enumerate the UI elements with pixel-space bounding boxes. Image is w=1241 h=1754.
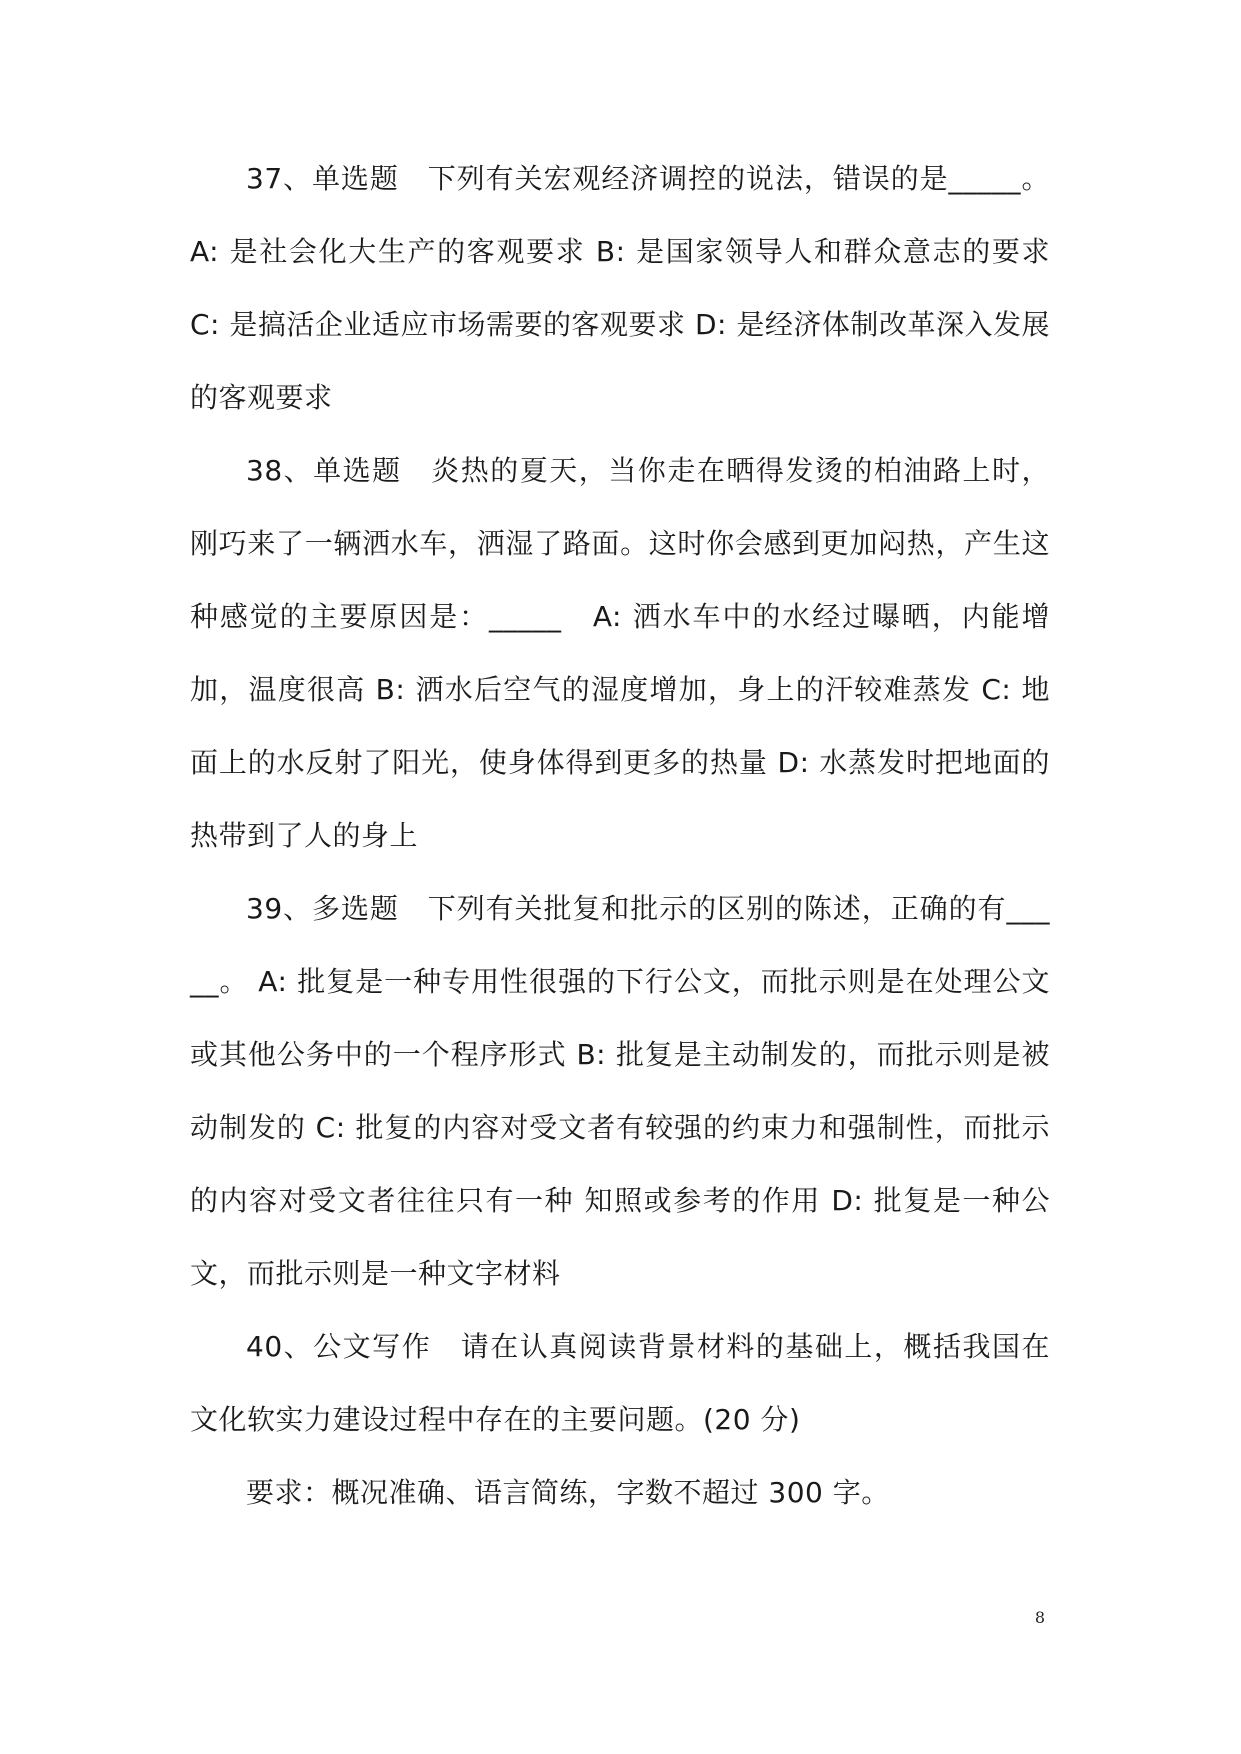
question-39: 39、多选题 下列有关批复和批示的区别的陈述，正确的有_____。 A: 批复是一种专用性很强的下行公文，而批示则是在处理公文或其他公务中的一个程序形式 B: 批复是主动制发的，而批示则是被动制发的 C: 批复的内容对受文者有较强的约束力和强制性，而批示的内容对受文者往往只有一种 知照或参考的作用 D: 批复是一种公文，而批示则是一种文字材料 (190, 892, 1050, 1290)
requirement-text: 要求：概况准确、语言简练，字数不超过 300 字。 (246, 1476, 890, 1509)
document-body (190, 142, 1050, 1529)
question-40: 40、公文写作 请在认真阅读背景材料的基础上，概括我国在文化软实力建设过程中存在的主要问题。(20 分) (190, 1330, 1050, 1436)
question-38: 38、单选题 炎热的夏天，当你走在晒得发烫的柏油路上时，刚巧来了一辆洒水车，洒湿了路面。这时你会感到更加闷热，产生这种感觉的主要原因是：_____ A: 洒水车中的水经过曝晒，内能增加，温度很高 B: 洒水后空气的湿度增加，身上的汗较难蒸发 C: 地面上的水反射了阳光，使身体得到更多的热量 D: 水蒸发时把地面的热带到了人的身上 (190, 454, 1050, 852)
page-number: 8 (1034, 1608, 1045, 1627)
question-37: 37、单选题 下列有关宏观经济调控的说法，错误的是_____。 A: 是社会化大生产的客观要求 B: 是国家领导人和群众意志的要求 C: 是搞活企业适应市场需要的客观要求 D: 是经济体制改革深入发展的客观要求 (190, 162, 1050, 414)
